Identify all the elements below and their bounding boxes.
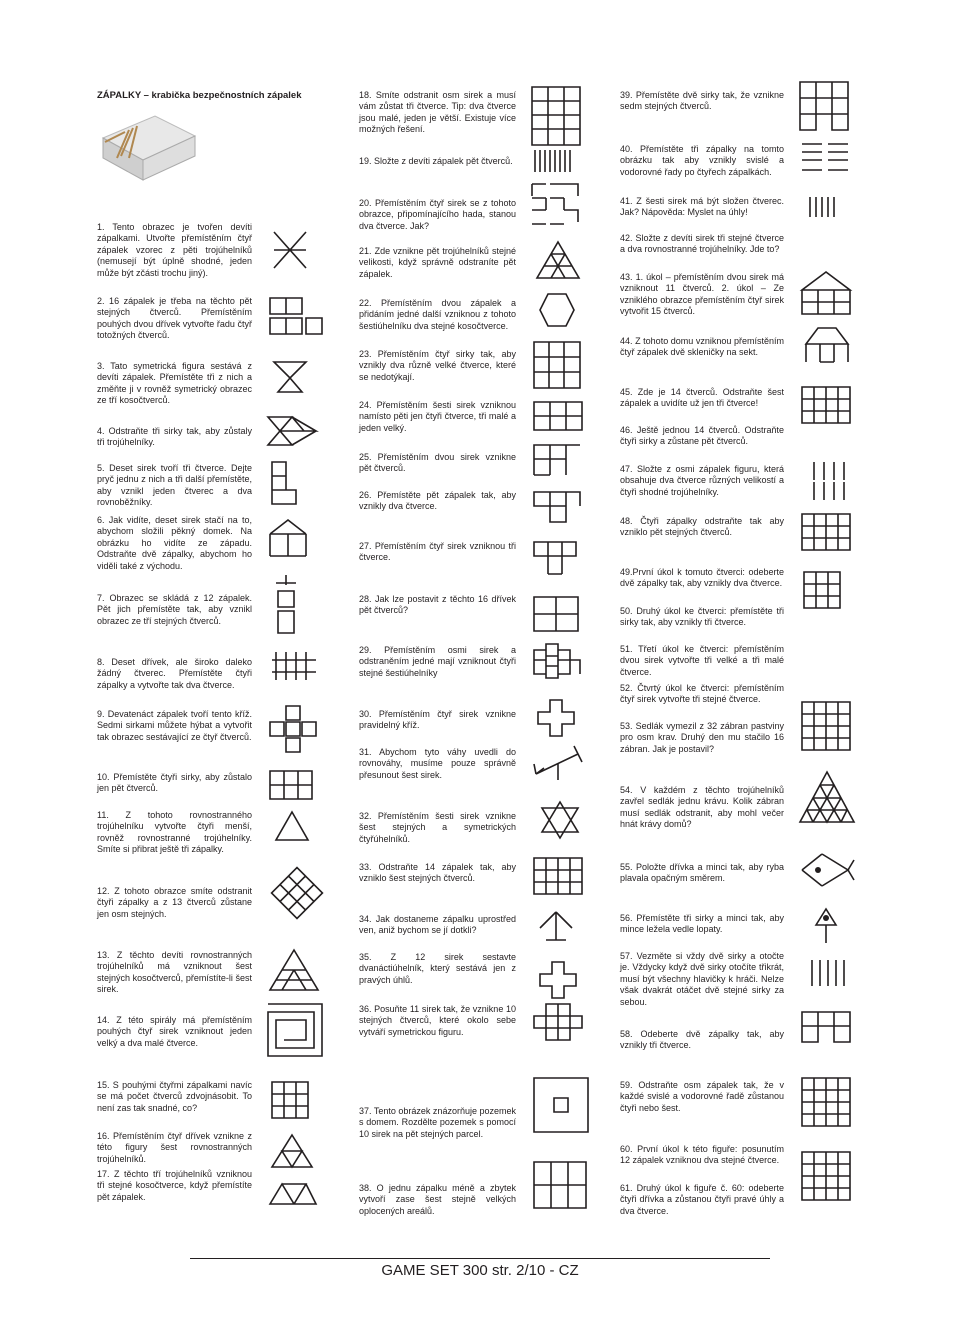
- figure-34: [536, 908, 576, 942]
- figure-32: [540, 800, 580, 840]
- puzzle-8: 8. Deset dřívek, ale široko daleko žádný čtverec. Přemístěte čtyři zápalky a vytvořte tak dva čtverce.: [97, 657, 252, 690]
- figure-36: [532, 1002, 584, 1046]
- figure-48: [800, 512, 852, 552]
- puzzle-24: 24. Přemístěním šesti sirek vzniknou namísto pěti jen čtyři čtverce, tři malé a jeden velký.: [359, 400, 516, 433]
- puzzle-45: 45. Zde je 14 čtverců. Odstraňte šest zápalek a uvidíte už jen tři čtverce!: [620, 387, 784, 409]
- figure-27: [532, 540, 584, 580]
- figure-16: [270, 1133, 314, 1169]
- puzzle-43: 43. 1. úkol – přemístěním dvou sirek má vzniknout 11 čtverců. 2. úkol – Ze vzniklého obrazce přemístěním čtyř sirek vytvořit 15 čtverců.: [620, 272, 784, 317]
- puzzle-29: 29. Přemístěním osmi sirek a odstraněním jedné mají vzniknout čtyři stejné šestiúhelníky: [359, 645, 516, 678]
- figure-24: [532, 400, 584, 432]
- puzzle-46: 46. Ještě jednou 14 čtverců. Odstraňte čtyři sirky a zůstane pět čtverců.: [620, 425, 784, 447]
- figure-18: [530, 85, 582, 147]
- puzzle-59: 59. Odstraňte osm zápalek tak, že v každé svislé a vodorovné řadě zůstanou čtyři nebo šest.: [620, 1080, 784, 1113]
- figure-14: [266, 1002, 326, 1058]
- figure-59: [800, 1076, 852, 1128]
- puzzle-10: 10. Přemístěte čtyři sirky, aby zůstalo jen pět čtverců.: [97, 772, 252, 794]
- puzzle-1: 1. Tento obrazec je tvořen devíti zápalkami. Utvořte přemístěním čtyř zápalek vzorec z pěti trojúhelníků (nemusejí být úplně shodné, jeden může být zčásti trochu jiný).: [97, 222, 252, 278]
- figure-21: [535, 240, 581, 280]
- figure-26: [532, 490, 584, 524]
- puzzle-58: 58. Odeberte dvě zápalky tak, aby vznikly tři čtverce.: [620, 1029, 784, 1051]
- puzzle-17: 17. Z těchto tří trojúhelníků vzniknou tři stejné kosočtverce, když přemístíte pět zápalek.: [97, 1169, 252, 1202]
- puzzle-32: 32. Přemístěním šesti sirek vznikne šest stejných a symetrických čtyřúhelníků.: [359, 811, 516, 844]
- puzzle-14: 14. Z této spirály má přemístěním pouhých čtyř sirek vzniknout jeden velký a dva malé čtverce.: [97, 1015, 252, 1048]
- figure-39: [798, 80, 850, 134]
- puzzle-60: 60. První úkol k této figuře: posunutím 12 zápalek vzniknou dva stejné čtverce.: [620, 1144, 784, 1166]
- figure-10: [268, 769, 318, 803]
- figure-3: [270, 358, 310, 394]
- puzzle-42: 42. Složte z devíti sirek tři stejné čtverce a dva rovnostranné trojúhelníky. Jde to?: [620, 233, 784, 255]
- puzzle-36: 36. Posuňte 11 sirek tak, že vznikne 10 stejných čtverců, které okolo sebe vytváří symetrickou figuru.: [359, 1004, 516, 1037]
- puzzle-34: 34. Jak dostaneme zápalku uprostřed ven, aniž bychom se jí dotkli?: [359, 914, 516, 936]
- puzzle-26: 26. Přemístěte pět zápalek tak, aby vznikly dva čtverce.: [359, 490, 516, 512]
- figure-43: [800, 270, 852, 318]
- puzzle-47: 47. Složte z osmi zápalek figuru, která obsahuje dva čtverce různých velikostí a čtyři shodné trojúhelníky.: [620, 464, 784, 497]
- figure-2: [268, 296, 326, 340]
- figure-13: [268, 948, 320, 992]
- figure-29: [532, 642, 584, 682]
- puzzle-39: 39. Přemístěte dvě sirky tak, že vznikne sedm stejných čtverců.: [620, 90, 784, 112]
- figure-58: [800, 1010, 852, 1044]
- puzzle-37: 37. Tento obrázek znázorňuje pozemek s domem. Rozdělte pozemek s pomocí 10 sirek na pět stejných parcel.: [359, 1106, 516, 1139]
- figure-15: [270, 1080, 310, 1120]
- puzzle-4: 4. Odstraňte tři sirky tak, aby zůstaly tři trojúhelníky.: [97, 426, 252, 448]
- puzzle-49: 49.První úkol k tomuto čtverci: odeberte dvě zápalky tak, aby vznikly dva čtverce.: [620, 567, 784, 589]
- figure-56: [806, 905, 846, 945]
- figure-33: [532, 856, 584, 896]
- puzzle-5: 5. Deset sirek tvoří tři čtverce. Dejte pryč jednu z nich a tři další přemístěte, aby vznikl jeden čtverec a dva rovnoběžníky.: [97, 463, 252, 508]
- puzzle-22: 22. Přemístěním dvou zápalek a přidáním jedné další vzniknou z tohoto šestiúhelníku dva stejné kosočtverce.: [359, 298, 516, 331]
- puzzle-55: 55. Položte dřívka a minci tak, aby ryba plavala opačným směrem.: [620, 862, 784, 884]
- figure-57: [808, 958, 848, 988]
- figure-12: [266, 862, 328, 924]
- puzzle-15: 15. S pouhými čtyřmi zápalkami navíc se má počet čtverců zdvojnásobit. To není zas tak snadné, co?: [97, 1080, 252, 1113]
- figure-54: [798, 770, 856, 824]
- puzzle-11: 11. Z tohoto rovnostranného trojúhelníku vytvořte čtyři menší, rovněž rovnostranné trojúhelníky. Smíte si přibrat ještě tři zápalky.: [97, 810, 252, 855]
- puzzle-30: 30. Přemístěním čtyř sirek vznikne pravidelný kříž.: [359, 709, 516, 731]
- figure-28: [532, 595, 580, 633]
- figure-40: [800, 140, 850, 174]
- puzzle-44: 44. Z tohoto domu vzniknou přemístěním čtyř zápalek dvě skleničky na sekt.: [620, 336, 784, 358]
- figure-1: [270, 228, 310, 272]
- puzzle-56: 56. Přemístěte tři sirky a minci tak, aby mince ležela vedle lopaty.: [620, 913, 784, 935]
- figure-9: [268, 704, 320, 756]
- figure-20: [530, 180, 582, 226]
- figure-60: [800, 1150, 852, 1202]
- puzzle-12: 12. Z tohoto obrazce smíte odstranit čtyři zápalky a z 13 čtverců zůstane jen osm stejných.: [97, 886, 252, 919]
- puzzle-18: 18. Smíte odstranit osm sirek a musí vám zůstat tři čtverce. Tip: dva čtverce jsou malé, jeden je větší. Existuje více možných řešení.: [359, 90, 516, 135]
- figure-35: [538, 960, 578, 1000]
- figure-19: [532, 148, 572, 174]
- puzzle-51: 51. Třetí úkol ke čtverci: přemístěním dvou sirek vytvořte tři velké a tři malé čtverce.: [620, 644, 784, 677]
- figure-44: [804, 326, 850, 364]
- figure-31: [532, 742, 582, 782]
- puzzle-53: 53. Sedlák vymezil z 32 zábran pastviny pro osm krav. Druhý den mu stačilo 16 zábran. Jak je postavil?: [620, 721, 784, 754]
- puzzle-41: 41. Z šesti sirek má být složen čtverec. Jak? Nápověda: Myslet na úhly!: [620, 196, 784, 218]
- figure-45: [800, 385, 852, 425]
- puzzle-35: 35. Z 12 sirek sestavte dvanáctiúhelník, který sestává jen z pravých úhlů.: [359, 952, 516, 985]
- figure-47: [810, 460, 850, 502]
- figure-37: [532, 1076, 590, 1134]
- figure-11: [274, 810, 310, 842]
- matchbox-illustration: [95, 98, 205, 193]
- figure-7: [272, 573, 302, 637]
- page-title: ZÁPALKY – krabička bezpečnostních zápalek: [97, 90, 302, 101]
- puzzle-25: 25. Přemístěním dvou sirek vznikne pět čtverců.: [359, 452, 516, 474]
- footer-page-label: GAME SET 300 str. 2/10 - CZ: [381, 1262, 579, 1279]
- puzzle-13: 13. Z těchto devíti rovnostranných trojúhelníků má vzniknout šest stejných kosočtverců, přemístíte-li šest sirek.: [97, 950, 252, 995]
- puzzle-57: 57. Vezměte si vždy dvě sirky a otočte je. Vždycky když dvě sirky otočíte třikrát, musí být všechny hlavičky k hráči. Nelze však dvakrát otáčet dvě stejné sirky za sebou.: [620, 951, 784, 1007]
- puzzle-19: 19. Složte z devíti zápalek pět čtverců.: [359, 156, 513, 166]
- puzzle-52: 52. Čtvrtý úkol ke čtverci: přemístěním čtyř sirek vytvořte tři stejné čtverce.: [620, 683, 784, 705]
- figure-30: [536, 698, 576, 738]
- puzzle-6: 6. Jak vidíte, deset sirek stačí na to, abychom složili pěkný domek. Na obrázku ho vidíte ze západu. Odstraňte dvě zápalky, abychom ho viděli také z východu.: [97, 515, 252, 571]
- puzzle-20: 20. Přemístěním čtyř sirek se z tohoto obrazce, připomínajícího hada, stanou dva čtverce. Jak?: [359, 198, 516, 231]
- figure-17: [268, 1172, 318, 1206]
- figure-53: [800, 700, 852, 752]
- figure-55: [800, 850, 856, 890]
- puzzle-2: 2. 16 zápalek je třeba na těchto pět stejných čtverců. Přemístěním pouhých dvou dřívek vytvořte řadu čtyř totožných čtverců.: [97, 296, 252, 341]
- footer-rule: [190, 1258, 770, 1259]
- figure-25: [532, 443, 584, 477]
- puzzle-31: 31. Abychom tyto váhy uvedli do rovnováhy, musíme pouze správně přesunout šest sirek.: [359, 747, 516, 780]
- puzzle-9: 9. Devatenáct zápalek tvoří tento kříž. Sedmi sirkami můžete hýbat a vytvořit tak obrazec sestávající ze čtyř čtverců.: [97, 709, 252, 742]
- puzzle-27: 27. Přemístěním čtyř sirek vzniknou tři čtverce.: [359, 541, 516, 563]
- figure-38: [532, 1160, 588, 1210]
- figure-5: [270, 460, 300, 508]
- puzzle-3: 3. Tato symetrická figura sestává z devíti zápalek. Přemístěte tři z nich a změňte ji v rovněž symetrický obrazec ze tří kosočtverců.: [97, 361, 252, 406]
- puzzle-21: 21. Zde vznikne pět trojúhelníků stejné velikosti, když správně odstraníte pět zápalek.: [359, 246, 516, 279]
- puzzle-38: 38. O jednu zápalku méně a zbytek vytvoří zase šest stejně velkých oplocených areálů.: [359, 1183, 516, 1216]
- puzzle-16: 16. Přemístěním čtyř dřívek vznikne z této figury šest rovnostranných trojúhelníků.: [97, 1131, 252, 1164]
- puzzle-7: 7. Obrazec se skládá z 12 zápalek. Pět jich přemístěte tak, aby vznikl obrazec ze tří stejných čtverců.: [97, 593, 252, 626]
- puzzle-50: 50. Druhý úkol ke čtverci: přemístěte tři sirky tak, aby vznikly tři čtverce.: [620, 606, 784, 628]
- puzzle-48: 48. Čtyři zápalky odstraňte tak aby vzniklo pět stejných čtverců.: [620, 516, 784, 538]
- figure-22: [538, 292, 576, 328]
- figure-4: [266, 415, 318, 447]
- figure-8: [270, 650, 320, 682]
- figure-23: [532, 340, 582, 390]
- puzzle-54: 54. V každém z těchto trojúhelníků zavřel sedlák jednu krávu. Kolik zábran musí sedlák odstranit, aby mohl večer hnát krávy domů?: [620, 785, 784, 830]
- figure-49: [802, 570, 842, 610]
- puzzle-61: 61. Druhý úkol k figuře č. 60: odeberte čtyři dřívka a zůstanou čtyři pravé úhly a dva čtverce.: [620, 1183, 784, 1216]
- puzzle-23: 23. Přemístěním čtyř sirky tak, aby vznikly dva různě velké čtverce, které se nedotýkají.: [359, 349, 516, 382]
- puzzle-28: 28. Jak lze postavit z těchto 16 dřívek pět čtverců?: [359, 594, 516, 616]
- figure-41: [806, 195, 836, 219]
- puzzle-40: 40. Přemístěte tři zápalky na tomto obrázku tak aby vznikly svislé a vodorovné řady po čtyřech zápalkách.: [620, 144, 784, 177]
- figure-6: [268, 518, 308, 558]
- puzzle-33: 33. Odstraňte 14 zápalek tak, aby vzniklo šest stejných čtverců.: [359, 862, 516, 884]
